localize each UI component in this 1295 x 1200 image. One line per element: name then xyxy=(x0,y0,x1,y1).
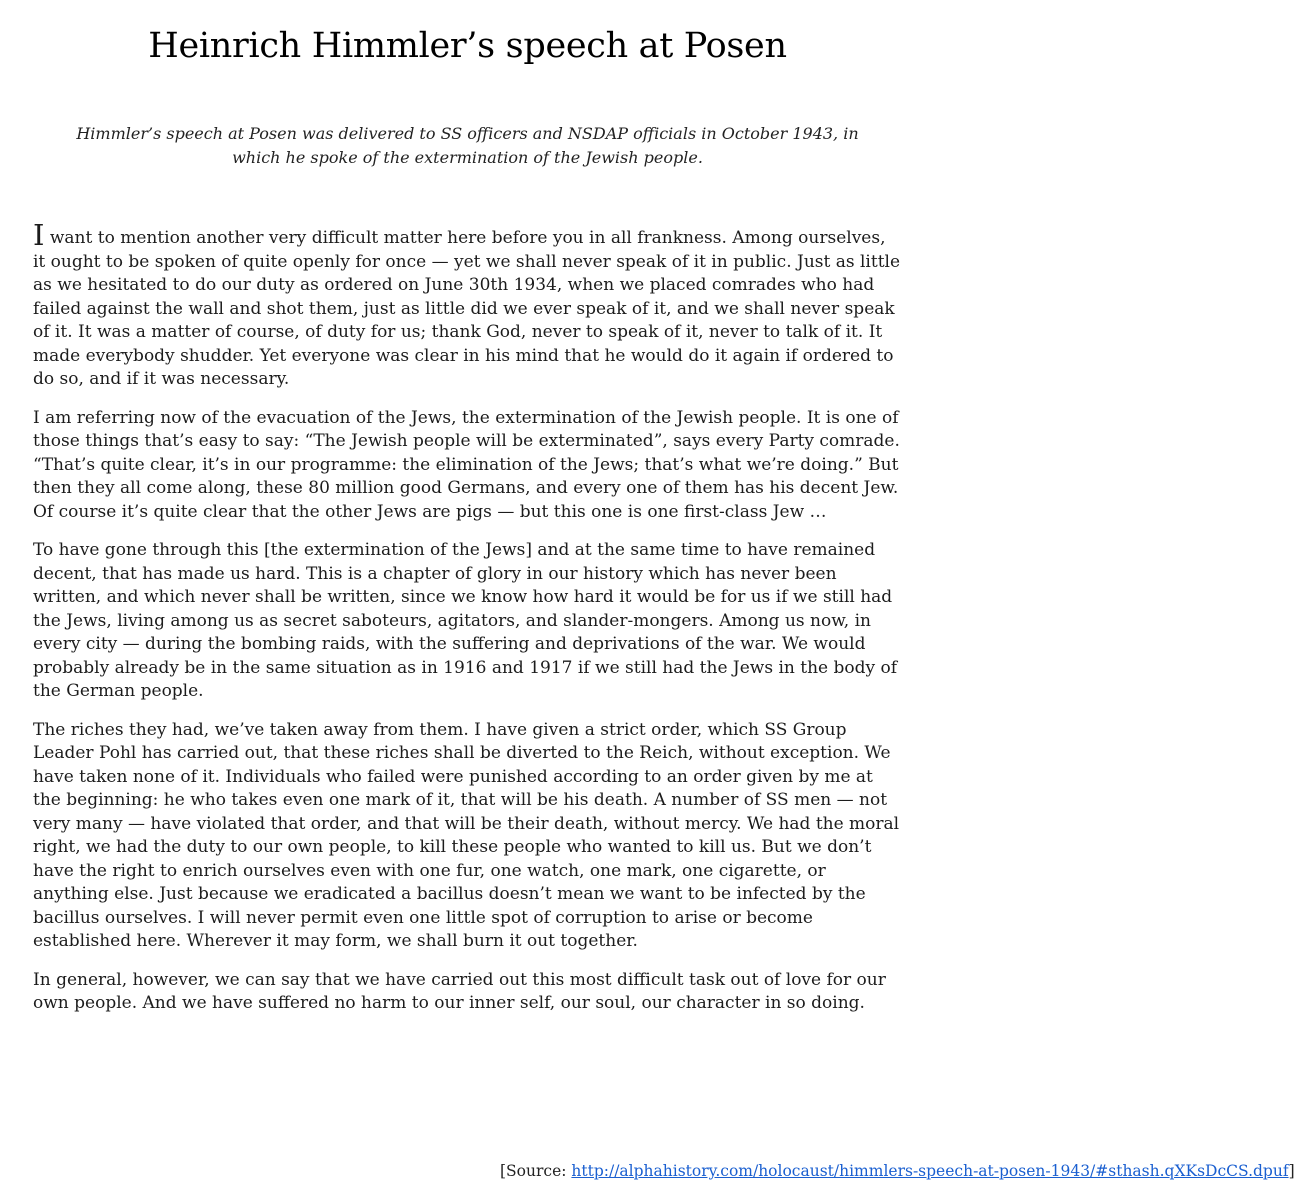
subtitle: Himmler’s speech at Posen was delivered to SS officers and NSDAP officials in October 1943, in which he spoke of the extermination of the Jewish people. xyxy=(76,124,859,167)
speech-body xyxy=(33,218,903,1031)
paragraph-4: The riches they had, we’ve taken away from them. I have given a strict order, which SS Group Leader Pohl has carried out, that these riches shall be diverted to the Reich, without exception. We have taken none of it. Individuals who failed were punished according to an order given by me at the beginning: he who takes even one mark of it, that will be his death. A number of SS men — not very many — have violated that order, and that will be their death, without mercy. We had the moral right, we had the duty to our own people, to kill these people who wanted to kill us. But we don’t have the right to enrich ourselves even with one fur, one watch, one mark, one cigarette, or anything else. Just because we eradicated a bacillus doesn’t mean we want to be infected by the bacillus ourselves. I will never permit even one little spot of corruption to arise or become established here. Wherever it may form, we shall burn it out together. xyxy=(33,719,900,951)
page-title: Heinrich Himmler’s speech at Posen xyxy=(148,26,787,66)
drop-cap: I xyxy=(33,218,45,252)
source-suffix: ] xyxy=(1288,1162,1295,1180)
paragraph-2: I am referring now of the evacuation of the Jews, the extermination of the Jewish people. It is one of those things that’s easy to say: “The Jewish people will be exterminated”, says every Party comrade. “That’s quite clear, it’s in our programme: the elimination of the Jews; that’s what we’re doing.” But then they all come along, these 80 million good Germans, and every one of them has his decent Jew. Of course it’s quite clear that the other Jews are pigs — but this one is one first-class Jew … xyxy=(33,407,900,522)
paragraph-3: To have gone through this [the extermination of the Jews] and at the same time to have remained decent, that has made us hard. This is a chapter of glory in our history which has never been written, and which never shall be written, since we know how hard it would be for us if we still had the Jews, living among us as secret saboteurs, agitators, and slander-mongers. Among us now, in every city — during the bombing raids, with the suffering and deprivations of the war. We would probably already be in the same situation as in 1916 and 1917 if we still had the Jews in the body of the German people. xyxy=(33,540,898,701)
source-citation xyxy=(500,1160,1295,1182)
paragraph-1 xyxy=(33,218,903,392)
paragraph-5: In general, however, we can say that we have carried out this most difficult task out of love for our own people. And we have suffered no harm to our inner self, our soul, our character in so doing. xyxy=(33,969,886,1013)
paragraph-1-text: want to mention another very difficult matter here before you in all frankness. Among ourselves, it ought to be spoken of quite openly for once — yet we shall never speak of it in public. Just as little as we hesitated to do our duty as ordered on June 30th 1934, when we placed comrades who had failed against the wall and shot them, just as little did we ever speak of it, and we shall never speak of it. It was a matter of course, of duty for us; thank God, never to speak of it, never to talk of it. It made everybody shudder. Yet everyone was clear in his mind that he would do it again if ordered to do so, and if it was necessary. xyxy=(33,228,901,389)
source-prefix: [Source: xyxy=(500,1162,572,1180)
source-link[interactable]: http://alphahistory.com/holocaust/himmlers-speech-at-posen-1943/#sthash.qXKsDcCS.dpuf xyxy=(571,1162,1289,1180)
